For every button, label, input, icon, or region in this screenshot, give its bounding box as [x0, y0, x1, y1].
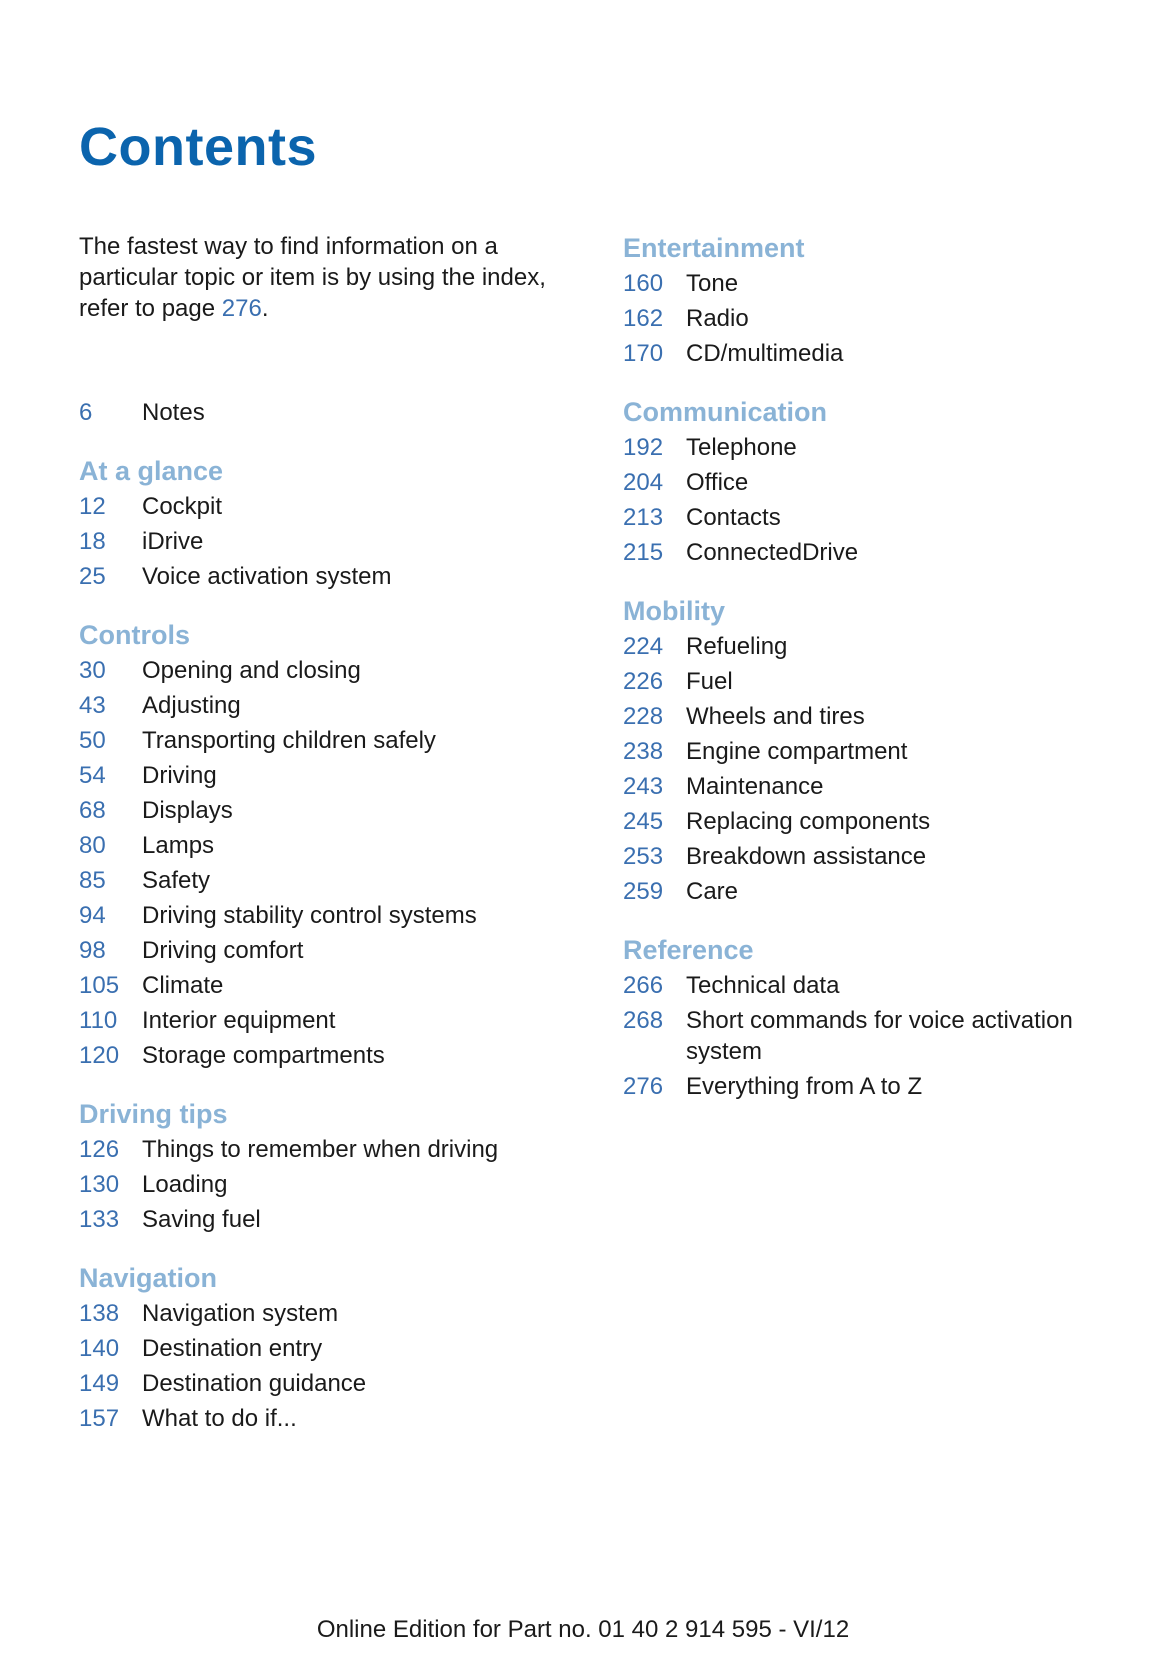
section-heading: Reference: [623, 935, 754, 965]
toc-entry[interactable]: [79, 1003, 599, 1038]
toc-entry[interactable]: [623, 301, 1143, 336]
toc-entry-title: Adjusting: [142, 692, 241, 719]
toc-page-number: 266: [623, 972, 664, 999]
toc-entry-title: Climate: [142, 972, 224, 999]
toc-entry-title: Voice activation system: [142, 563, 392, 590]
toc-entry-title: Refueling: [686, 633, 788, 660]
index-page-link[interactable]: 276: [221, 295, 262, 322]
toc-entry[interactable]: [79, 723, 599, 758]
intro-text: The fastest way to find information on a particular topic or item is by using the index, refer to page: [79, 233, 546, 322]
page-title: Contents: [79, 117, 317, 177]
toc-entry[interactable]: [79, 524, 599, 559]
toc-entry-title: Contacts: [686, 504, 781, 531]
toc-entry-title: Short commands for voice activation system: [686, 1007, 1073, 1065]
toc-entry-title: Wheels and tires: [686, 703, 865, 730]
toc-entry-title: Opening and closing: [142, 657, 361, 684]
toc-page-number: 259: [623, 878, 664, 905]
toc-page-number: 85: [79, 867, 106, 894]
toc-entry-title: Telephone: [686, 434, 797, 461]
toc-page-number: 157: [79, 1405, 120, 1432]
toc-section: [623, 231, 1143, 371]
toc-entry-title: Breakdown assistance: [686, 843, 927, 870]
toc-page-number: 228: [623, 703, 664, 730]
intro-paragraph: [79, 231, 579, 324]
section-heading: Navigation: [79, 1263, 218, 1293]
toc-entry-title: Replacing components: [686, 808, 931, 835]
toc-entry[interactable]: [79, 1132, 599, 1167]
toc-entry[interactable]: [79, 793, 599, 828]
toc-section: [623, 594, 1143, 909]
toc-page-number: 98: [79, 937, 106, 964]
toc-entry-title: Driving stability control systems: [142, 902, 477, 929]
toc-entry[interactable]: [79, 1401, 599, 1436]
toc-entry-title: Radio: [686, 305, 749, 332]
toc-page-number: 276: [623, 1073, 664, 1100]
toc-entry[interactable]: [79, 898, 599, 933]
page-footer: Online Edition for Part no. 01 40 2 914 595 - VI/12: [316, 1616, 850, 1643]
toc-page-number: 138: [79, 1300, 120, 1327]
toc-entry[interactable]: [623, 1069, 1143, 1104]
toc-page-number: 50: [79, 727, 106, 754]
spacer: [79, 324, 599, 395]
toc-page-number: 140: [79, 1335, 120, 1362]
toc-entry[interactable]: [623, 839, 1143, 874]
intro-end: .: [261, 295, 269, 322]
toc-entry-notes[interactable]: [79, 395, 599, 430]
toc-entry-title: Office: [686, 469, 749, 496]
toc-page-number: 149: [79, 1370, 120, 1397]
toc-page-number: 30: [79, 657, 106, 684]
toc-page-number: 6: [79, 399, 93, 426]
toc-entry-title: Things to remember when driving: [142, 1136, 499, 1163]
toc-entry-title: Navigation system: [142, 1300, 339, 1327]
toc-entry-title: Notes: [142, 399, 205, 426]
toc-entry-title: Interior equipment: [142, 1007, 336, 1034]
toc-page-number: 12: [79, 493, 106, 520]
toc-entry[interactable]: [79, 489, 599, 524]
toc-page-number: 25: [79, 563, 106, 590]
toc-entry[interactable]: [79, 559, 599, 594]
toc-page-number: 253: [623, 843, 664, 870]
toc-page-number: 105: [79, 972, 120, 999]
toc-page-number: 120: [79, 1042, 120, 1069]
toc-entry-title: Transporting children safely: [142, 727, 436, 754]
toc-entry[interactable]: [623, 336, 1143, 371]
toc-entry[interactable]: [623, 874, 1143, 909]
toc-entry[interactable]: [623, 699, 1143, 734]
toc-page-number: 245: [623, 808, 664, 835]
toc-page-number: 160: [623, 270, 664, 297]
toc-entry-title: Saving fuel: [142, 1206, 261, 1233]
toc-entry-title: Displays: [142, 797, 233, 824]
toc-entry-title: Driving comfort: [142, 937, 304, 964]
toc-entry-title: Technical data: [686, 972, 840, 999]
toc-entry-title: Engine compartment: [686, 738, 908, 765]
toc-entry-title: Destination guidance: [142, 1370, 367, 1397]
toc-entry[interactable]: [79, 968, 599, 1003]
toc-entry[interactable]: [79, 933, 599, 968]
toc-entry[interactable]: [79, 758, 599, 793]
toc-entry[interactable]: [623, 500, 1143, 535]
toc-entry[interactable]: [79, 828, 599, 863]
toc-section: [623, 395, 1143, 570]
toc-entry-title: Cockpit: [142, 493, 223, 520]
toc-entry[interactable]: [79, 1366, 599, 1401]
toc-section: [79, 454, 599, 594]
toc-entry-title: What to do if...: [142, 1405, 297, 1432]
toc-entry[interactable]: [623, 804, 1143, 839]
toc-entry-title: Safety: [142, 867, 211, 894]
toc-entry[interactable]: [623, 734, 1143, 769]
left-sections: [79, 454, 599, 1436]
toc-section: [79, 1097, 599, 1237]
toc-entry-title: Maintenance: [686, 773, 824, 800]
toc-page-number: 170: [623, 340, 664, 367]
toc-entry[interactable]: [79, 653, 599, 688]
toc-entry[interactable]: [623, 968, 1143, 1003]
section-heading: Driving tips: [79, 1099, 228, 1129]
toc-section: [623, 933, 1143, 1104]
toc-entry-title: Driving: [142, 762, 217, 789]
toc-entry-title: CD/multimedia: [686, 340, 844, 367]
toc-entry[interactable]: [623, 465, 1143, 500]
toc-page-number: 215: [623, 539, 664, 566]
toc-page-number: 110: [79, 1007, 118, 1034]
toc-entry-title: Lamps: [142, 832, 215, 859]
toc-page-number: 226: [623, 668, 664, 695]
toc-entry-title: Destination entry: [142, 1335, 323, 1362]
toc-entry[interactable]: [623, 430, 1143, 465]
toc-page-number: 133: [79, 1206, 120, 1233]
toc-entry[interactable]: [79, 1202, 599, 1237]
toc-page-number: 238: [623, 738, 664, 765]
toc-page-number: 224: [623, 633, 664, 660]
toc-entry[interactable]: [79, 1038, 599, 1073]
toc-entry[interactable]: [623, 629, 1143, 664]
toc-entry[interactable]: [79, 1167, 599, 1202]
toc-entry[interactable]: [623, 535, 1143, 570]
toc-page-number: 162: [623, 305, 664, 332]
toc-page-number: 192: [623, 434, 664, 461]
toc-page-number: 130: [79, 1171, 120, 1198]
toc-entry-title: Care: [686, 878, 739, 905]
toc-entry-title: iDrive: [142, 528, 204, 555]
toc-entry[interactable]: [623, 664, 1143, 699]
toc-entry[interactable]: [79, 1331, 599, 1366]
toc-page-number: 18: [79, 528, 106, 555]
right-sections: [623, 231, 1143, 1104]
toc-entry[interactable]: [79, 863, 599, 898]
toc-entry[interactable]: [623, 769, 1143, 804]
toc-page-number: 80: [79, 832, 106, 859]
section-heading: Mobility: [623, 596, 725, 626]
section-heading: Entertainment: [623, 233, 805, 263]
toc-entry-title: Storage compartments: [142, 1042, 385, 1069]
toc-entry-title: Everything from A to Z: [686, 1073, 923, 1100]
toc-page-number: 43: [79, 692, 106, 719]
toc-entry-title: Loading: [142, 1171, 228, 1198]
toc-section: [79, 1261, 599, 1436]
toc-page-number: 68: [79, 797, 106, 824]
left-column: [79, 231, 599, 1436]
toc-section: [79, 618, 599, 1073]
toc-page-number: 126: [79, 1136, 120, 1163]
toc-entry[interactable]: [79, 688, 599, 723]
toc-entry-title: Fuel: [686, 668, 733, 695]
toc-entry[interactable]: [79, 1296, 599, 1331]
toc-page-number: 213: [623, 504, 664, 531]
toc-page-number: 204: [623, 469, 664, 496]
toc-entry[interactable]: [623, 266, 1143, 301]
toc-entry-title: Tone: [686, 270, 739, 297]
section-heading: At a glance: [79, 456, 224, 486]
toc-page-number: 54: [79, 762, 106, 789]
toc-entry[interactable]: [623, 1003, 1143, 1069]
toc-page-number: 243: [623, 773, 664, 800]
toc-page-number: 94: [79, 902, 106, 929]
section-heading: Communication: [623, 397, 828, 427]
toc-entry-title: ConnectedDrive: [686, 539, 859, 566]
section-heading: Controls: [79, 620, 190, 650]
toc-page-number: 268: [623, 1007, 664, 1034]
right-column: [623, 231, 1143, 1104]
